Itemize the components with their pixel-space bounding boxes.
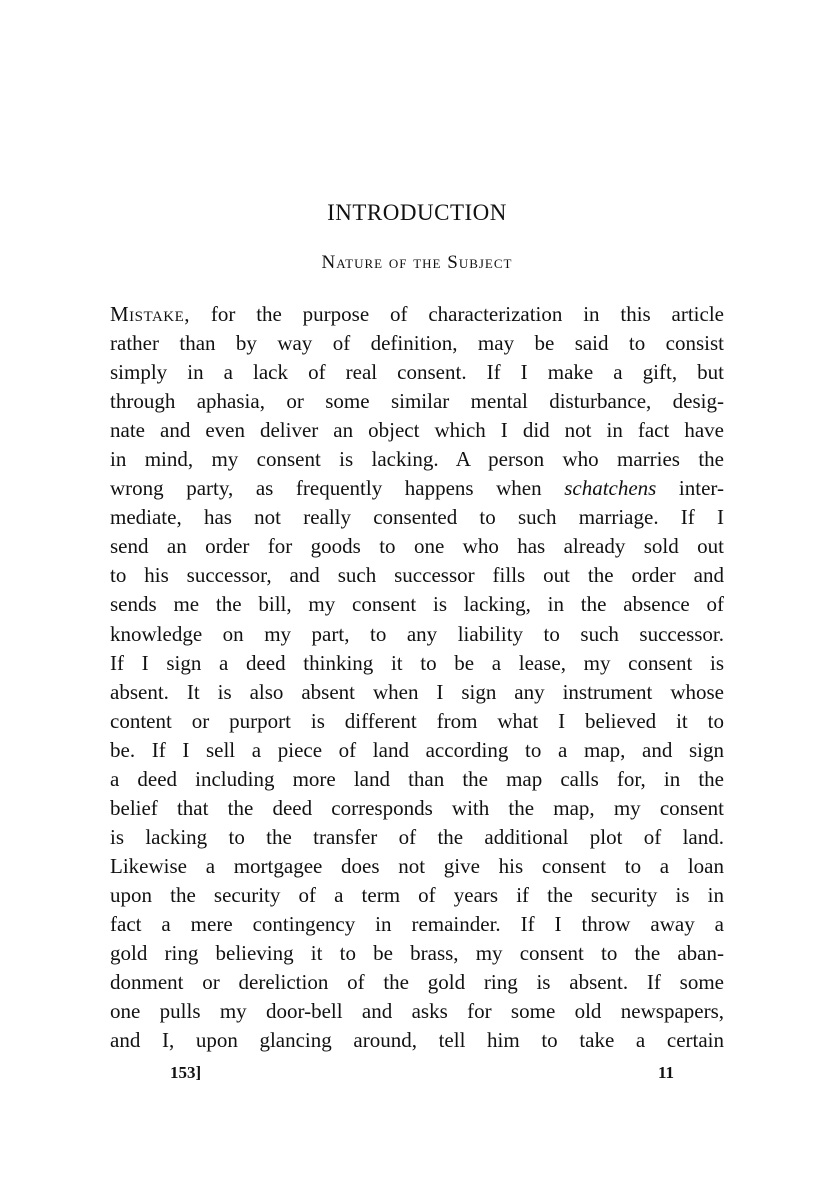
text-fragment: for the purpose of characterization in this article [190, 302, 724, 326]
italic-term: schatchens [564, 476, 657, 501]
text-fragment: inter- [656, 476, 724, 501]
text-line: knowledge on my part, to any liability to such successor. [110, 621, 724, 646]
body-text [110, 300, 724, 1055]
text-line: upon the security of a term of years if the security is in [110, 882, 724, 907]
text-line: absent. It is also absent when I sign any instrument whose [110, 679, 724, 704]
text-line [110, 300, 724, 329]
text-line: through aphasia, or some similar mental disturbance, desig- [110, 389, 724, 414]
text-line: one pulls my door-bell and asks for some old newspapers, [110, 999, 724, 1024]
text-line: belief that the deed corresponds with the map, my consent [110, 795, 724, 820]
signature-mark: 153] [170, 1063, 202, 1082]
text-line: simply in a lack of real consent. If I make a gift, but [110, 360, 724, 385]
text-line: and I, upon glancing around, tell him to take a certain [110, 1028, 724, 1053]
page-title: INTRODUCTION [327, 200, 507, 225]
page-number: 11 [658, 1063, 675, 1082]
text-line: rather than by way of definition, may be said to consist [110, 331, 724, 356]
text-line: nate and even deliver an object which I did not in fact have [110, 418, 724, 443]
text-line: send an order for goods to one who has already sold out [110, 534, 724, 559]
text-line [110, 474, 724, 503]
text-line: sends me the bill, my consent is lacking, in the absence of [110, 592, 724, 617]
text-line: a deed including more land than the map calls for, in the [110, 766, 724, 791]
text-line: gold ring believing it to be brass, my consent to the aban- [110, 941, 724, 966]
text-line: in mind, my consent is lacking. A person who marries the [110, 447, 724, 472]
text-fragment: wrong party, as frequently happens when [110, 476, 565, 501]
text-line: fact a mere contingency in remainder. If I throw away a [110, 911, 724, 936]
text-line: content or purport is different from what I believed it to [110, 708, 724, 733]
text-line: is lacking to the transfer of the additional plot of land. [110, 824, 724, 849]
text-line: Likewise a mortgagee does not give his consent to a loan [110, 853, 724, 878]
text-line: donment or dereliction of the gold ring is absent. If some [110, 970, 724, 995]
section-subtitle: Nature of the Subject [321, 252, 513, 273]
text-line: If I sign a deed thinking it to be a lease, my consent is [110, 650, 724, 675]
lead-word: Mistake, [110, 302, 191, 326]
text-line: mediate, has not really consented to such marriage. If I [110, 505, 724, 530]
text-line: be. If I sell a piece of land according to a map, and sign [110, 737, 724, 762]
text-line: to his successor, and such successor fills out the order and [110, 563, 724, 588]
